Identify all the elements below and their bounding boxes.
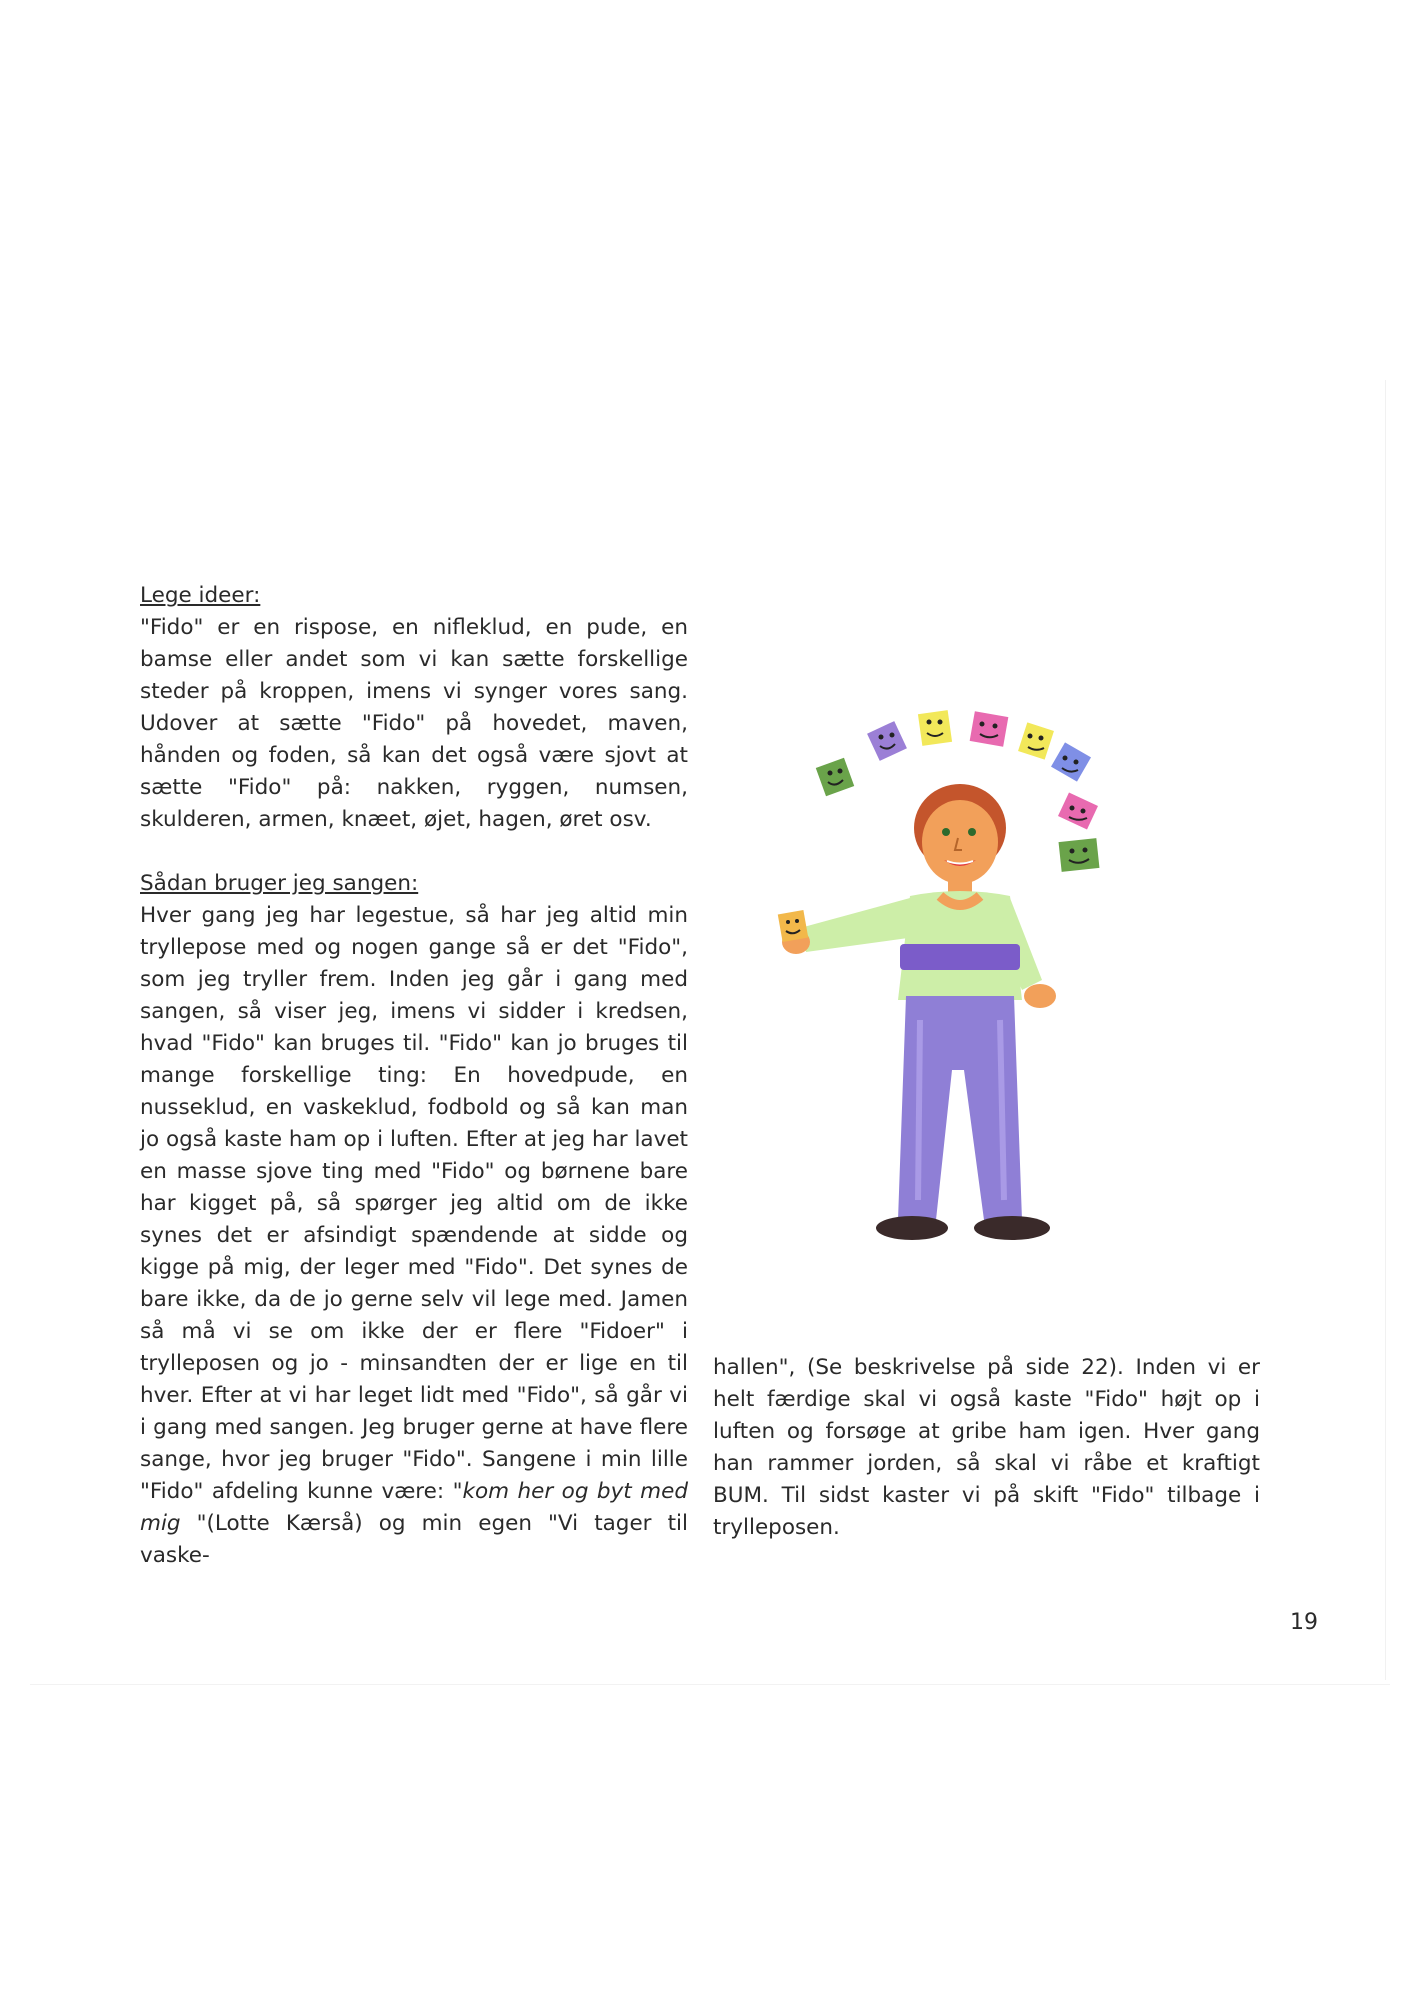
scan-bottom-line (30, 1684, 1390, 1685)
bag-pink-right (1058, 792, 1098, 829)
paragraph-lege-ideer: "Fido" er en rispose, en nifleklud, en pude, en bamse eller andet som vi kan sætte forskellige steder på kroppen, imens vi synger vores sang. Udover at sætte "Fido" på hovedet, maven, hånden og foden, så kan det også være sjovt at sætte "Fido" på: nakken, ryggen, numsen, skulderen, armen, knæet, øjet, hagen, øret osv. (140, 615, 688, 832)
fido-juggler-drawing (760, 700, 1140, 1260)
page-number: 19 (1290, 1610, 1318, 1635)
figure-left-hand (778, 910, 810, 954)
paragraph-saadan-bruger (140, 900, 688, 1572)
left-column (140, 580, 688, 1572)
bag-green-right (1059, 838, 1100, 872)
bag-purple (867, 721, 907, 761)
paragraph-text-end: (Lotte Kærså) og min egen "Vi tager til vaske- (140, 1511, 688, 1568)
section-heading-lege-ideer: Lege ideer: (140, 583, 261, 608)
song-title: "kom her og byt med mig " (140, 1479, 688, 1536)
figure-trousers (898, 996, 1022, 1220)
bag-green-left (816, 758, 854, 796)
scan-edge-line (1385, 380, 1386, 1680)
figure-belt (900, 944, 1020, 970)
bag-pink-top (970, 711, 1009, 746)
figure-shoes (876, 1216, 1050, 1240)
figure-head (914, 784, 1006, 884)
bag-yellow-2 (1018, 722, 1054, 759)
figure-right-hand (1024, 984, 1056, 1008)
right-column (713, 1352, 1260, 1544)
paragraph-text-start: Hver gang jeg har legestue, så har jeg altid min tryllepose med og nogen gange så er det "Fido", som jeg tryller frem. Inden jeg går i gang med sangen, så viser jeg, imens vi sidder i kredsen, hvad "Fido" kan bruges til. "Fido" kan jo bruges til mange forskellige ting: En hovedpude, en nusseklud, en vaskeklud, fodbold og så kan man jo også kaste ham op i luften. Efter at jeg har lavet en masse sjove ting med "Fido" og børnene bare har kigget på, så spørger jeg altid om de ikke synes det er afsindigt spændende at sidde og kigge på mig, der leger med "Fido". Det synes de bare ikke, da de jo gerne selv vil lege med. Jamen så må vi se om ikke der er flere "Fidoer" i trylleposen og jo - minsandten der er lige en til hver. Efter at vi har leget lidt med "Fido", så går vi i gang med sangen. Jeg bruger gerne at have flere sange, hvor jeg bruger "Fido". Sangene i min lille "Fido" afdeling kunne være: (140, 903, 688, 1504)
section-heading-saadan-bruger: Sådan bruger jeg sangen: (140, 871, 419, 896)
bag-yellow-1 (918, 710, 952, 746)
bag-blue (1051, 742, 1091, 781)
paragraph-continuation: hallen", (Se beskrivelse på side 22). Inden vi er helt færdige skal vi også kaste "Fido" højt op i luften og forsøge at gribe ham igen. Hver gang han rammer jorden, så skal vi råbe et kraftigt BUM. Til sidst kaster vi på skift "Fido" tilbage i trylleposen. (713, 1355, 1260, 1540)
